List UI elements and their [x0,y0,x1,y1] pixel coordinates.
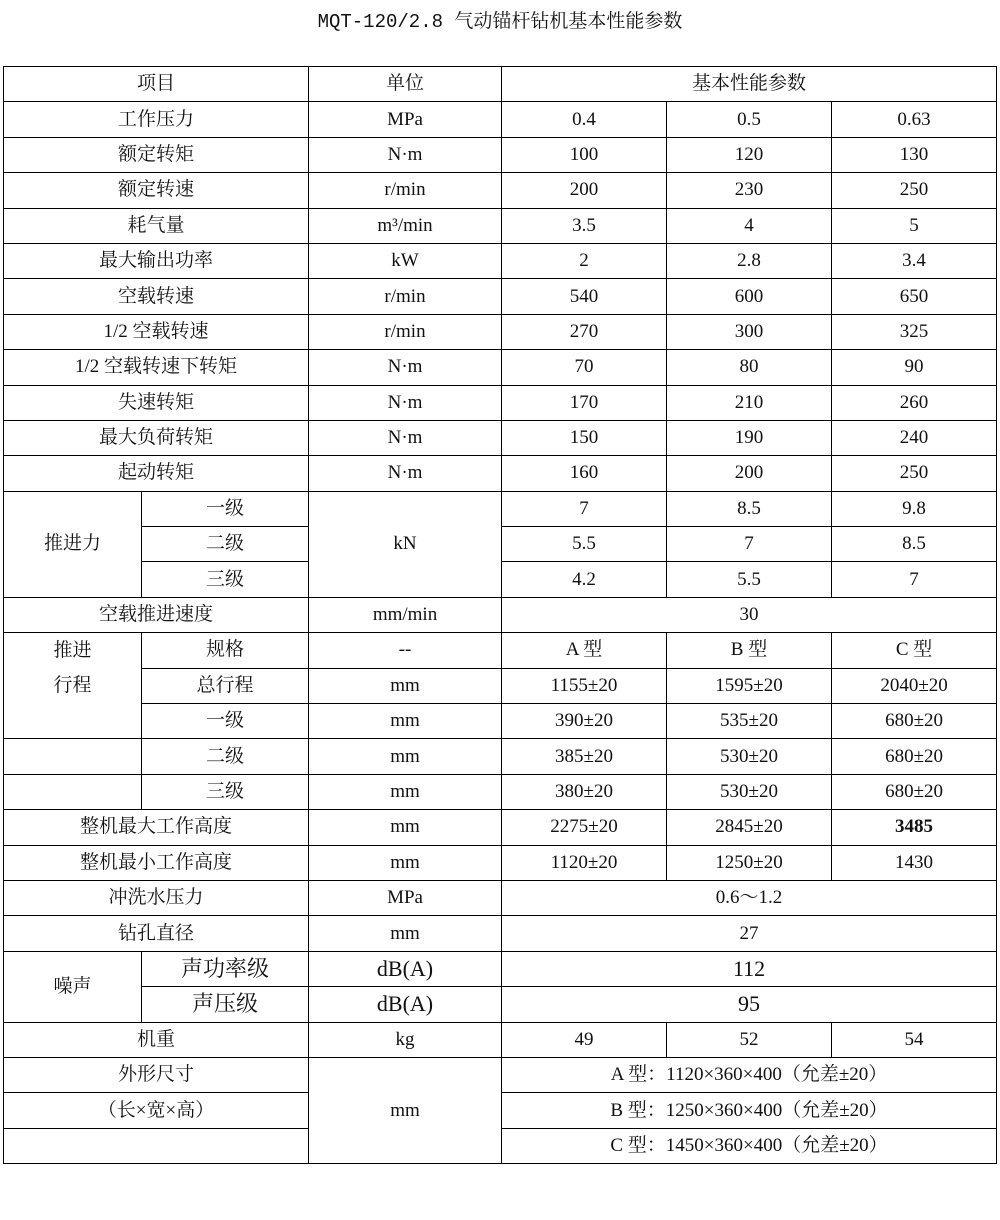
noise-row [4,987,997,1022]
row-value: 4 [667,208,832,243]
row-value: 230 [667,173,832,208]
stroke-value: 385±20 [502,739,667,774]
row-value: 0.63 [832,102,997,137]
row-value: 300 [667,314,832,349]
row-value: 52 [667,1022,832,1057]
stroke-type: C 型 [832,633,997,668]
noise-value: 95 [502,987,997,1022]
row-value: 0.6～1.2 [502,880,997,915]
dimensions-label: 外形尺寸 [4,1057,309,1092]
row-item: 整机最大工作高度 [4,810,309,845]
thrust-unit: kN [309,491,502,597]
row-value: 1430 [832,845,997,880]
stroke-sub: 一级 [142,704,309,739]
row-value: 650 [832,279,997,314]
merged-row [4,880,997,915]
height-row [4,845,997,880]
dimensions-c: C 型：1450×360×400（允差±20） [502,1128,997,1163]
row-value: 240 [832,420,997,455]
stroke-value: 535±20 [667,704,832,739]
stroke-level-row [4,774,997,809]
row-unit: mm [309,810,502,845]
stroke-value: 530±20 [667,739,832,774]
row-item: 空载转速 [4,279,309,314]
dimensions-a: A 型：1120×360×400（允差±20） [502,1057,997,1092]
row-value: 0.4 [502,102,667,137]
stroke-type: B 型 [667,633,832,668]
row-item: 工作压力 [4,102,309,137]
table-row [4,102,997,137]
table-row [4,137,997,172]
row-value: 250 [832,456,997,491]
row-unit: MPa [309,102,502,137]
row-value: 2845±20 [667,810,832,845]
table-row [4,279,997,314]
row-unit: N·m [309,385,502,420]
row-value: 90 [832,350,997,385]
stroke-unit: mm [309,668,502,703]
thrust-level: 二级 [142,527,309,562]
row-value: 3.4 [832,243,997,278]
row-unit: r/min [309,173,502,208]
row-unit: kg [309,1022,502,1057]
row-value: 200 [667,456,832,491]
thrust-level: 三级 [142,562,309,597]
thrust-row [4,491,997,526]
row-value: 250 [832,173,997,208]
stroke-blank [4,739,142,774]
stroke-value: 390±20 [502,704,667,739]
table-title: MQT-120/2.8 气动锚杆钻机基本性能参数 [317,11,683,33]
stroke-type: A 型 [502,633,667,668]
dimensions-blank [4,1128,309,1163]
row-item: 钻孔直径 [4,916,309,951]
thrust-value: 5.5 [667,562,832,597]
dimensions-row [4,1057,997,1092]
stroke-label-bottom: 行程 [4,668,142,703]
row-value: 2.8 [667,243,832,278]
stroke-sub: 总行程 [142,668,309,703]
row-value: 130 [832,137,997,172]
row-value: 2 [502,243,667,278]
row-value: 325 [832,314,997,349]
stroke-unit: -- [309,633,502,668]
row-value: 600 [667,279,832,314]
row-value: 27 [502,916,997,951]
row-unit: N·m [309,456,502,491]
table-row [4,243,997,278]
stroke-value: 680±20 [832,739,997,774]
weight-row [4,1022,997,1057]
row-unit: r/min [309,314,502,349]
stroke-level-row [4,739,997,774]
stroke-level-row [4,704,997,739]
header-item: 项目 [4,67,309,102]
row-unit: N·m [309,350,502,385]
table-row [4,173,997,208]
row-item: 起动转矩 [4,456,309,491]
noise-label: 噪声 [4,951,142,1022]
row-value: 30 [502,597,997,632]
stroke-value: 1595±20 [667,668,832,703]
stroke-unit: mm [309,739,502,774]
row-value: 3485 [832,810,997,845]
table-row [4,208,997,243]
thrust-value: 4.2 [502,562,667,597]
stroke-sub: 规格 [142,633,309,668]
row-value: 270 [502,314,667,349]
row-value: 3.5 [502,208,667,243]
header-params: 基本性能参数 [502,67,997,102]
table-row [4,385,997,420]
dimensions-unit: mm [309,1057,502,1163]
dimensions-b: B 型：1250×360×400（允差±20） [502,1093,997,1128]
stroke-label-top: 推进 [4,633,142,668]
row-unit: N·m [309,137,502,172]
row-value: 540 [502,279,667,314]
row-unit: kW [309,243,502,278]
row-unit: mm/min [309,597,502,632]
row-item: 1/2 空载转速下转矩 [4,350,309,385]
stroke-value: 680±20 [832,774,997,809]
table-row [4,314,997,349]
thrust-value: 8.5 [667,491,832,526]
stroke-value: 2040±20 [832,668,997,703]
row-unit: MPa [309,880,502,915]
stroke-unit: mm [309,774,502,809]
table-row [4,420,997,455]
stroke-value: 530±20 [667,774,832,809]
thrust-level: 一级 [142,491,309,526]
row-item: 最大负荷转矩 [4,420,309,455]
row-value: 210 [667,385,832,420]
thrust-label: 推进力 [4,491,142,597]
row-value: 49 [502,1022,667,1057]
row-item: 空载推进速度 [4,597,309,632]
stroke-blank [4,774,142,809]
row-item: 失速转矩 [4,385,309,420]
noise-unit: dB(A) [309,987,502,1022]
row-value: 54 [832,1022,997,1057]
row-item: 额定转矩 [4,137,309,172]
row-value: 190 [667,420,832,455]
thrust-value: 7 [502,491,667,526]
header-row [4,67,997,102]
stroke-value: 1155±20 [502,668,667,703]
row-unit: m³/min [309,208,502,243]
thrust-value: 8.5 [832,527,997,562]
stroke-sub: 三级 [142,774,309,809]
row-value: 120 [667,137,832,172]
row-item: 额定转速 [4,173,309,208]
row-value: 160 [502,456,667,491]
row-value: 260 [832,385,997,420]
stroke-unit: mm [309,704,502,739]
row-value: 2275±20 [502,810,667,845]
header-unit: 单位 [309,67,502,102]
noise-value: 112 [502,951,997,986]
row-unit: N·m [309,420,502,455]
row-item: 耗气量 [4,208,309,243]
performance-table [3,66,997,1164]
table-row [4,456,997,491]
noise-sub: 声功率级 [142,951,309,986]
dimensions-label: （长×宽×高） [4,1093,309,1128]
stroke-value: 380±20 [502,774,667,809]
stroke-total-row [4,668,997,703]
noise-sub: 声压级 [142,987,309,1022]
row-value: 150 [502,420,667,455]
row-value: 1120±20 [502,845,667,880]
no-load-speed-row [4,597,997,632]
row-item: 机重 [4,1022,309,1057]
row-unit: mm [309,845,502,880]
thrust-value: 5.5 [502,527,667,562]
row-value: 0.5 [667,102,832,137]
stroke-sub: 二级 [142,739,309,774]
thrust-value: 7 [832,562,997,597]
stroke-spec-row [4,633,997,668]
row-item: 最大输出功率 [4,243,309,278]
row-value: 100 [502,137,667,172]
row-value: 170 [502,385,667,420]
thrust-value: 9.8 [832,491,997,526]
noise-unit: dB(A) [309,951,502,986]
stroke-blank [4,704,142,739]
row-value: 1250±20 [667,845,832,880]
row-value: 70 [502,350,667,385]
table-row [4,350,997,385]
noise-row [4,951,997,986]
row-item: 冲洗水压力 [4,880,309,915]
row-value: 200 [502,173,667,208]
thrust-value: 7 [667,527,832,562]
row-unit: r/min [309,279,502,314]
row-value: 80 [667,350,832,385]
row-item: 整机最小工作高度 [4,845,309,880]
height-row [4,810,997,845]
stroke-value: 680±20 [832,704,997,739]
merged-row [4,916,997,951]
row-unit: mm [309,916,502,951]
row-item: 1/2 空载转速 [4,314,309,349]
row-value: 5 [832,208,997,243]
